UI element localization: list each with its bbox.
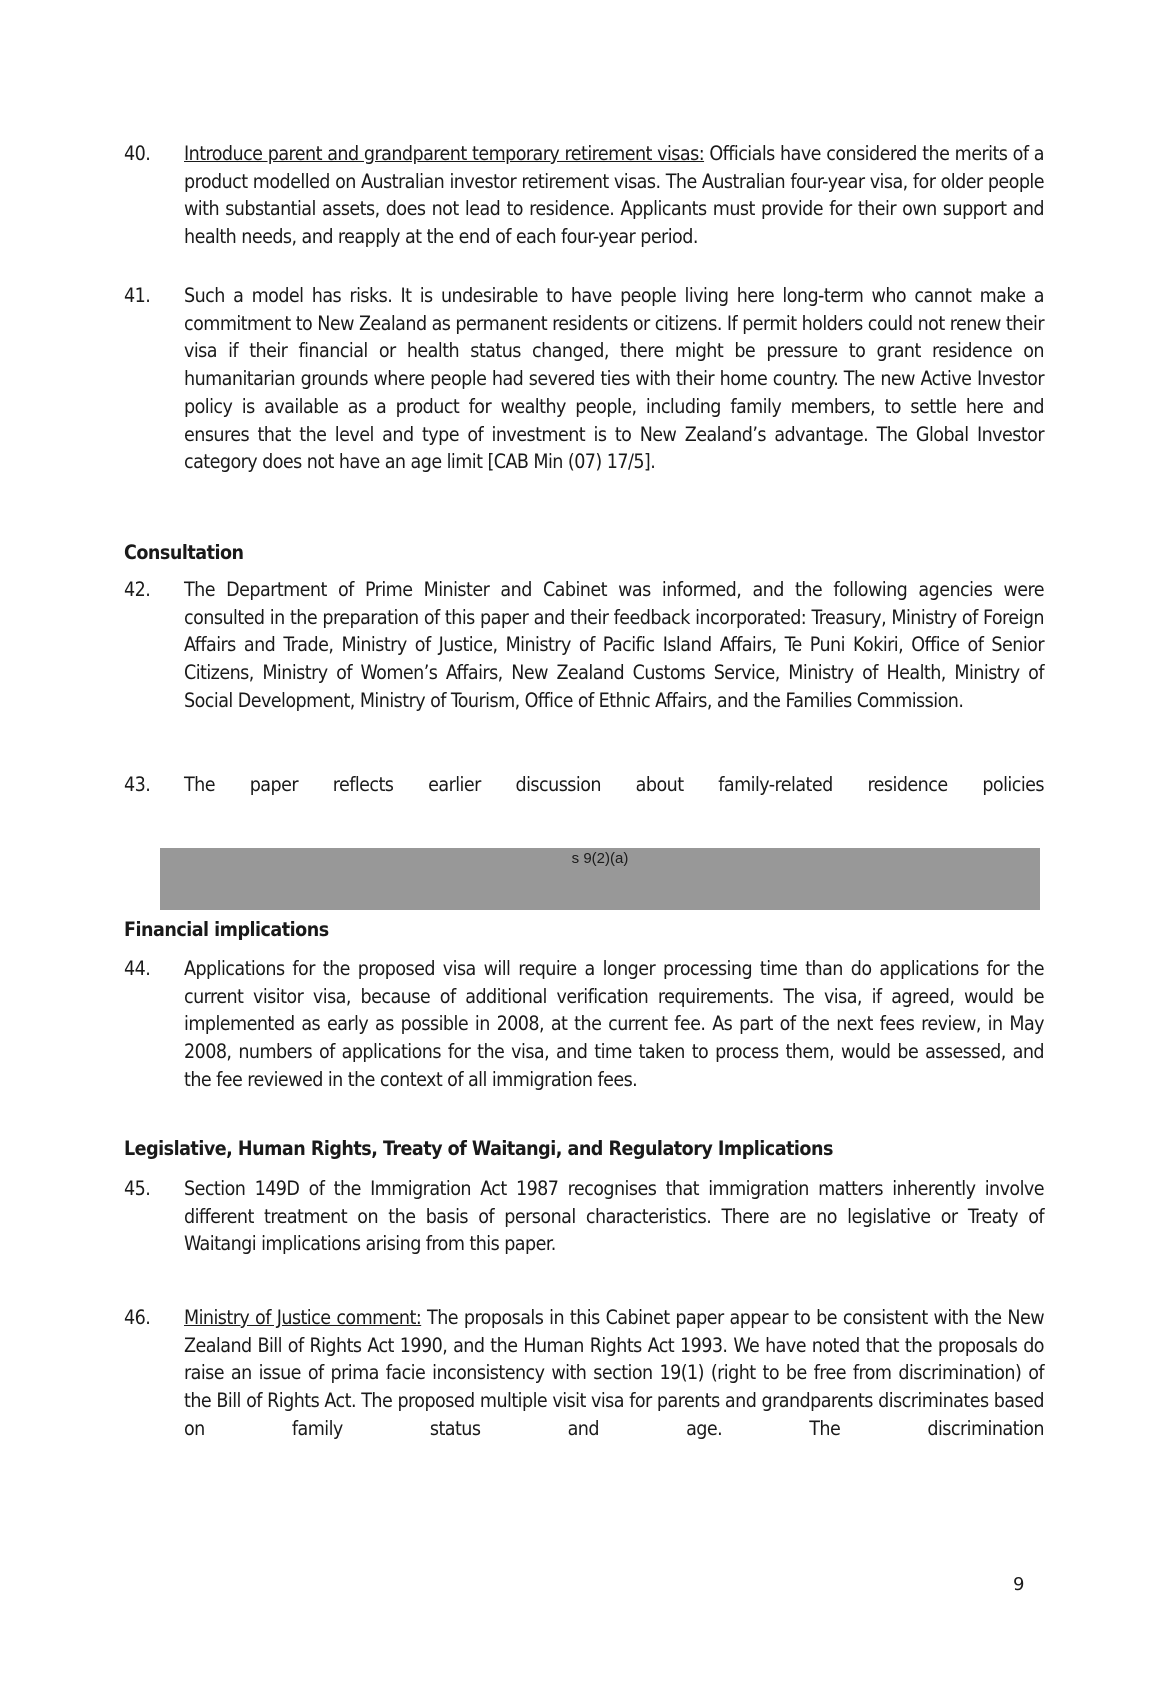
paragraph-text: Officials have considered the merits of a product modelled on Australian investor retirement visas. The Australian four-year visa, for older people with substantial assets, does not lead to residence. Applicants must provide for their own support and health needs, and reapply at the end of each four-year period. — [184, 142, 1044, 249]
page-number: 9 — [1013, 1574, 1025, 1595]
redaction-label: s 9(2)(a) — [571, 850, 629, 867]
paragraph-text: Applications for the proposed visa will require a longer processing time than do applications for the current visitor visa, because of additional verification requirements. The visa, if agreed, would be implemented as early as possible in 2008, at the current fee. As part of the next fees review, in May 2008, numbers of applications for the visa, and time taken to process them, would be assessed, and the fee reviewed in the context of all immigration fees. — [184, 957, 1044, 1091]
paragraph-44 — [124, 955, 1044, 1094]
paragraph-number: 42. — [124, 578, 151, 601]
paragraph-lead-heading: Introduce parent and grandparent temporary retirement visas: — [184, 142, 705, 165]
paragraph-45 — [124, 1175, 1044, 1258]
redaction-block — [160, 848, 1040, 910]
paragraph-number: 41. — [124, 284, 151, 307]
paragraph-41 — [124, 282, 1044, 476]
paragraph-lead-heading: Ministry of Justice comment: — [184, 1306, 422, 1329]
paragraph-46 — [124, 1304, 1044, 1443]
paragraph-number: 44. — [124, 957, 151, 980]
paragraph-40 — [124, 140, 1044, 251]
paragraph-number: 43. — [124, 773, 151, 796]
paragraph-text: The paper reflects earlier discussion about family-related residence policies — [184, 773, 1044, 796]
paragraph-body — [184, 140, 1044, 251]
paragraph-text: Section 149D of the Immigration Act 1987 recognises that immigration matters inherently involve different treatment on the basis of personal characteristics. There are no legislative or Treaty of Waitangi implications arising from this paper. — [184, 1177, 1044, 1256]
section-heading-consultation: Consultation — [124, 541, 244, 564]
paragraph-number: 45. — [124, 1177, 151, 1200]
paragraph-number: 46. — [124, 1306, 151, 1329]
paragraph-text: The Department of Prime Minister and Cabinet was informed, and the following agencies were consulted in the preparation of this paper and their feedback incorporated: Treasury, Ministry of Foreign Affairs and Trade, Ministry of Justice, Ministry of Pacific Island Affairs, Te Puni Kokiri, Office of Senior Citizens, Ministry of Women’s Affairs, New Zealand Customs Service, Ministry of Health, Ministry of Social Development, Ministry of Tourism, Office of Ethnic Affairs, and the Families Commission. — [184, 578, 1044, 712]
section-heading-financial-implications: Financial implications — [124, 918, 329, 941]
paragraph-text: Such a model has risks. It is undesirable to have people living here long-term who cannot make a commitment to New Zealand as permanent residents or citizens. If permit holders could not renew their visa if their financial or health status changed, there might be pressure to grant residence on humanitarian grounds where people had severed ties with their home country. The new Active Investor policy is available as a product for wealthy people, including family members, to settle here and ensures that the level and type of investment is to New Zealand’s advantage. The Global Investor category does not have an age limit [CAB Min (07) 17/5]. — [184, 284, 1044, 474]
paragraph-42 — [124, 576, 1044, 715]
paragraph-text: The proposals in this Cabinet paper appear to be consistent with the New Zealand Bill of Rights Act 1990, and the Human Rights Act 1993. We have noted that the proposals do raise an issue of prima facie inconsistency with section 19(1) (right to be free from discrimination) of the Bill of Rights Act. The proposed multiple visit visa for parents and grandparents discriminates based on family status and age. The discrimination — [184, 1306, 1044, 1440]
paragraph-body — [184, 1304, 1044, 1443]
paragraph-number: 40. — [124, 142, 151, 165]
paragraph-43 — [124, 771, 1044, 799]
section-heading-legislative-implications: Legislative, Human Rights, Treaty of Waitangi, and Regulatory Implications — [124, 1137, 833, 1160]
